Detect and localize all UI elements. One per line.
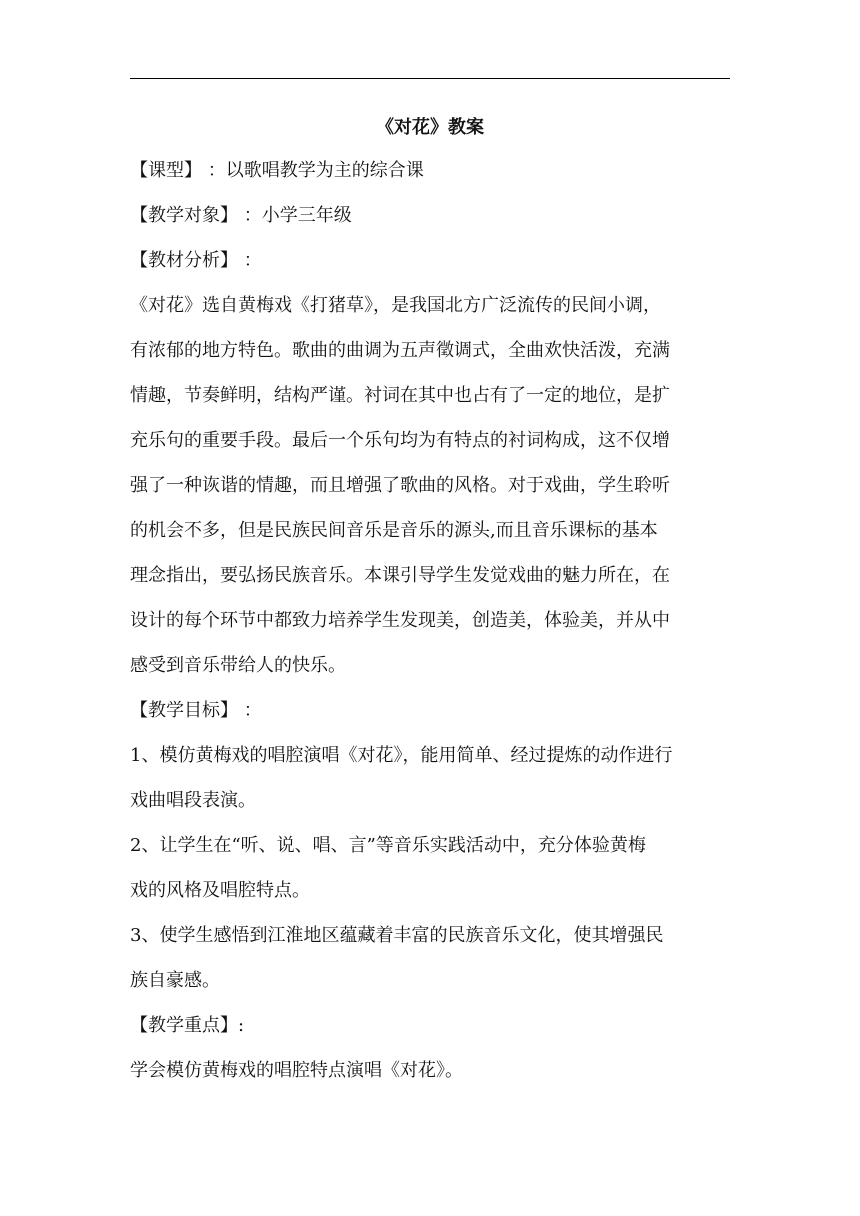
document-title: 《对花》教案 [376,117,484,138]
goal-line: 戏曲唱段表演。 [130,790,256,811]
analysis-line: 有浓郁的地方特色。歌曲的曲调为五声徵调式，全曲欢快活泼，充满 [130,340,670,361]
lesson-type: 【课型】 ：以歌唱教学为主的综合课 [130,160,424,181]
analysis-line: 《对花》选自黄梅戏《打猪草》，是我国北方广泛流传的民间小调， [130,295,661,316]
goal-line: 3、使学生感悟到江淮地区蕴藏着丰富的民族音乐文化，使其增强民 [130,925,664,946]
analysis-heading: 【教材分析】 ： [130,250,262,271]
analysis-line: 的机会不多，但是民族民间音乐是音乐的源头,而且音乐课标的基本 [130,520,658,541]
focus-heading: 【教学重点】: [130,1015,245,1036]
goals-heading: 【教学目标】 ： [130,700,262,721]
analysis-line: 情趣，节奏鲜明，结构严谨。衬词在其中也占有了一定的地位，是扩 [130,385,670,406]
teaching-audience: 【教学对象】 ：小学三年级 [130,205,352,226]
goals-list [130,733,730,1003]
goal-line: 戏的风格及唱腔特点。 [130,880,310,901]
analysis-line: 理念指出，要弘扬民族音乐。本课引导学生发觉戏曲的魅力所在，在 [130,565,670,586]
analysis-paragraph [130,283,730,688]
analysis-line: 充乐句的重要手段。最后一个乐句均为有特点的衬词构成，这不仅增 [130,430,670,451]
goal-line: 族自豪感。 [130,970,220,991]
header-rule [130,78,730,79]
document-body [130,108,730,1093]
goal-line: 1、模仿黄梅戏的唱腔演唱《对花》，能用简单、经过提炼的动作进行 [130,745,673,766]
goal-line: 2、让学生在“听、说、唱、言”等音乐实践活动中，充分体验黄梅 [130,835,646,856]
analysis-line: 强了一种诙谐的情趣，而且增强了歌曲的风格。对于戏曲，学生聆听 [130,475,670,496]
focus-text: 学会模仿黄梅戏的唱腔特点演唱《对花》。 [130,1060,463,1081]
analysis-line: 感受到音乐带给人的快乐。 [130,655,346,676]
analysis-line: 设计的每个环节中都致力培养学生发现美，创造美，体验美，并从中 [130,610,670,631]
